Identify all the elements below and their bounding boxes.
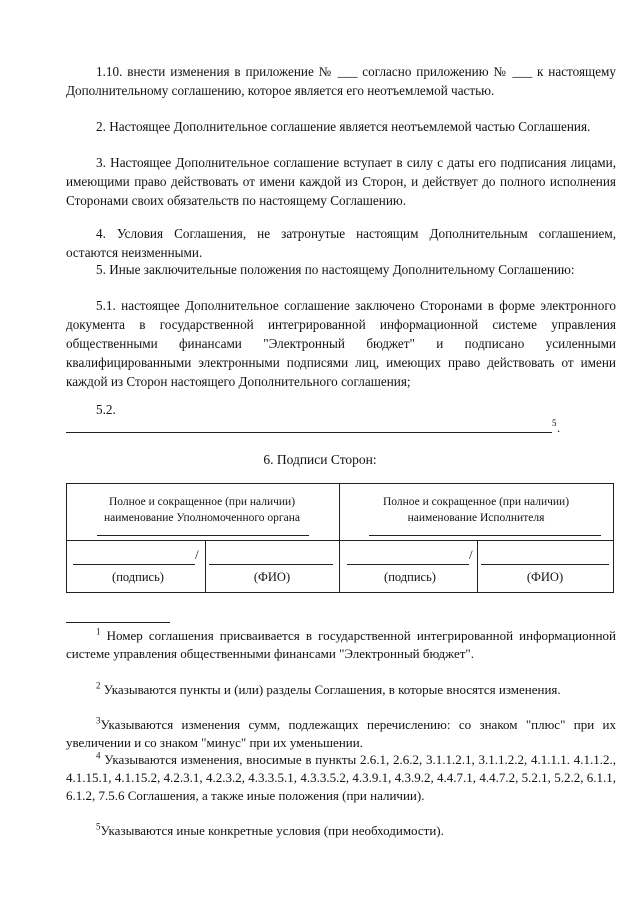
footnote-4-number: 4 [96, 750, 101, 761]
footnote-5-text: Указываются иные конкретные условия (при необходимости). [100, 823, 444, 838]
footnote-2-number: 2 [96, 680, 101, 691]
paragraph-5: 5. Иные заключительные положения по настоящему Дополнительному Соглашению: [96, 262, 575, 277]
footnote-3 [66, 716, 616, 752]
right-party-name-line [369, 535, 601, 536]
right-signature-line [347, 564, 469, 565]
footnote-3-text: Указываются изменения сумм, подлежащих перечислению: со знаком "плюс" при их увеличении и со знаком "минус" при их уменьшении. [66, 717, 616, 750]
left-party-heading: Полное и сокращенное (при наличии) наименование Уполномоченного органа [104, 496, 300, 524]
paragraph-1-10: 1.10. внести изменения в приложение № ___ согласно приложению № ___ к настоящему Дополнительному соглашению, которое является его неотъемлемой частью. [66, 64, 616, 98]
footnote-2-text: Указываются пункты и (или) разделы Соглашения, в которые вносятся изменения. [103, 682, 561, 697]
right-signature-label: (подпись) [384, 570, 436, 584]
paragraph-2: 2. Настоящее Дополнительное соглашение является неотъемлемой частью Соглашения. [96, 119, 591, 134]
paragraph-5-2-blank-line [66, 432, 552, 433]
paragraph-5-1: 5.1. настоящее Дополнительное соглашение заключено Сторонами в форме электронного документа в государственной интегрированной информационной системе управления общественными финансами "Электронный бюджет" и подписано усиленными квалифицированными электронными подписями лиц, имеющих право действовать от имени каждой из Сторон настоящего Дополнительного соглашения; [66, 298, 616, 389]
left-fio-line [209, 564, 333, 565]
paragraph-5-2-end: . [557, 420, 561, 435]
table-divider [205, 540, 206, 592]
footnote-2 [66, 681, 616, 699]
footnote-separator [66, 622, 170, 623]
paragraph-3: 3. Настоящее Дополнительное соглашение вступает в силу с даты его подписания лицами, имеющими право действовать от имени каждой из Сторон, и действует до полного исполнения Сторонами своих обязательств по настоящему Соглашению. [66, 155, 616, 208]
paragraph-4: 4. Условия Соглашения, не затронутые настоящим Дополнительным соглашением, остаются неизменными. [66, 226, 616, 260]
left-party-name-line [97, 535, 309, 536]
right-fio-line [481, 564, 609, 565]
footnote-4-text: Указываются изменения, вносимые в пункты 2.6.1, 2.6.2, 3.1.1.2.1, 3.1.1.2.2, 4.1.1.1. 4.1.1.2., 4.1.15.1, 4.1.15.2, 4.2.3.1, 4.2.3.2, 4.3.3.5.1, 4.3.3.5.2, 4.3.9.1, 4.3.9.2, 4.4.7.1, 4.4.7.2, 5.2.1, 5.2.2, 6.1.1, 6.1.2, 7.5.6 Соглашения, а также иные положения (при наличии). [66, 752, 617, 803]
signatures-title: 6. Подписи Сторон: [263, 452, 377, 467]
signatures-table [66, 483, 614, 593]
right-signature-slash: / [469, 547, 473, 562]
footnote-1-text: Номер соглашения присваивается в государственной интегрированной информационной системе управления общественными финансами "Электронный бюджет". [66, 628, 616, 661]
footnote-3-number: 3 [96, 715, 101, 726]
right-fio-label: (ФИО) [526, 570, 564, 584]
left-signature-slash: / [195, 547, 199, 562]
left-signature-line [73, 564, 195, 565]
left-fio-label: (ФИО) [253, 570, 291, 584]
paragraph-5-2: 5.2. [96, 402, 116, 417]
footnote-5-number: 5 [96, 821, 101, 832]
table-divider [67, 540, 613, 541]
footnote-1-number: 1 [96, 626, 101, 637]
footnote-5 [66, 822, 616, 840]
footnote-1 [66, 627, 616, 663]
right-party-heading: Полное и сокращенное (при наличии) наименование Исполнителя [382, 496, 570, 524]
table-divider [339, 484, 340, 592]
left-signature-label: (подпись) [112, 570, 164, 584]
footnote-4 [66, 751, 616, 805]
paragraph-5-2-footnote-ref: 5 [552, 418, 557, 428]
table-divider [477, 540, 478, 592]
